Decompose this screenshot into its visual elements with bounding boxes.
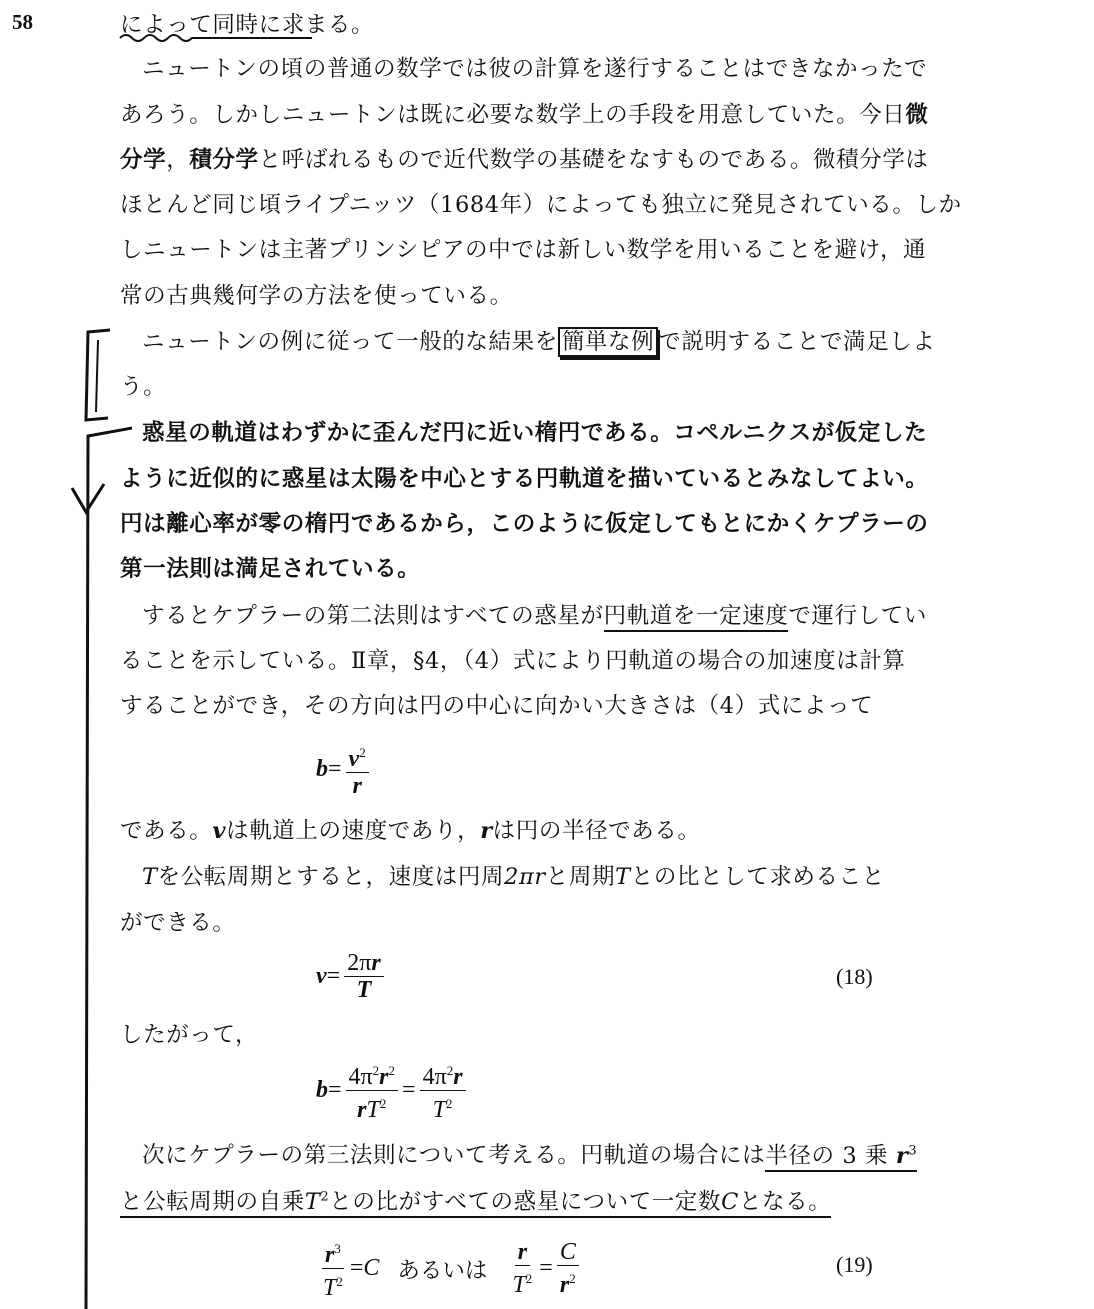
text-line: ができる。: [120, 910, 236, 936]
boxed-phrase: 簡単な例: [558, 327, 658, 357]
text-line: しニュートンは主著プリンシピアの中では新しい数学を用いることを避け，通: [120, 237, 927, 263]
underlined-phrase: 円軌道を一定速度: [604, 603, 789, 632]
text-line: ニュートンの頃の普通の数学では彼の計算を遂行することはできなかったで: [142, 56, 928, 82]
equation-acceleration-expanded: b = $\frac{4\pi^2r^2}{rT^2}$ = $\frac{4\pi^2r}{T^2}$: [316, 1058, 470, 1123]
text-line: するとケプラーの第二法則はすべての惑星が円軌道を一定速度で運行してい: [120, 599, 1012, 633]
equation-number: (19): [836, 1252, 873, 1277]
text-line: 円は離心率が零の楕円であるから，このように仮定してもとにかくケプラーの: [120, 511, 929, 537]
text-line: あろう。しかしニュートンは既に必要な数学上の手段を用意していた。今日微: [120, 102, 929, 128]
text-line: Tを公転周期とすると，速度は円周2πrと周期Tとの比として求めること: [142, 864, 885, 890]
text-line: ほとんど同じ頃ライプニッツ（1684年）によっても独立に発見されている。しか: [120, 192, 962, 218]
text-line: 常の古典幾何学の方法を使っている。: [120, 283, 513, 309]
text-line: したがって，: [120, 1022, 259, 1048]
text-line: [120, 1180, 990, 1219]
text-line: である。vは軌道上の速度であり，rは円の半径である。: [120, 818, 701, 844]
text-line: ることを示している。Ⅱ章，§4，（4）式により円軌道の場合の加速度は計算: [120, 648, 906, 674]
equation-number: (18): [836, 964, 873, 989]
equation-acceleration: b = $\frac{v^2}{r}$: [316, 740, 373, 799]
text-line: によって同時に求まる。: [120, 12, 375, 38]
text-line: 惑星の軌道はわずかに歪んだ円に近い楕円である。コペルニクスが仮定した: [142, 420, 928, 446]
text-line: 分学，積分学と呼ばれるもので近代数学の基礎をなすものである。微積分学は: [120, 147, 929, 173]
text-line: することができ，その方向は円の中心に向かい大きさは（4）式によって: [120, 693, 874, 719]
text-line: 次にケプラーの第三法則について考える。円軌道の場合には半径の 3 乗 $r^3$: [120, 1134, 1012, 1173]
underlined-phrase: と公転周期の自乗$T^2$との比がすべての惑星について一定数Cとなる。: [120, 1189, 831, 1218]
underlined-phrase: 半径の 3 乗 $r^3$: [765, 1143, 917, 1172]
equation-19: $\frac{r^3}{T^2}$ = C あるいは $\frac{r}{T^2}$ = $\frac{C}{r^2}$: [316, 1236, 583, 1301]
text-line: 第一法則は満足されている。: [120, 556, 421, 582]
page-number: 58: [12, 10, 33, 34]
equation-18: v = $\frac{2\pi r}{T}$: [316, 950, 388, 1003]
text-line: ように近似的に惑星は太陽を中心とする円軌道を描いているとみなしてよい。: [120, 466, 929, 492]
text-line: ニュートンの例に従って一般的な結果を 簡単な例 で説明することで満足しよ: [142, 329, 936, 355]
text-line: う。: [120, 374, 167, 400]
